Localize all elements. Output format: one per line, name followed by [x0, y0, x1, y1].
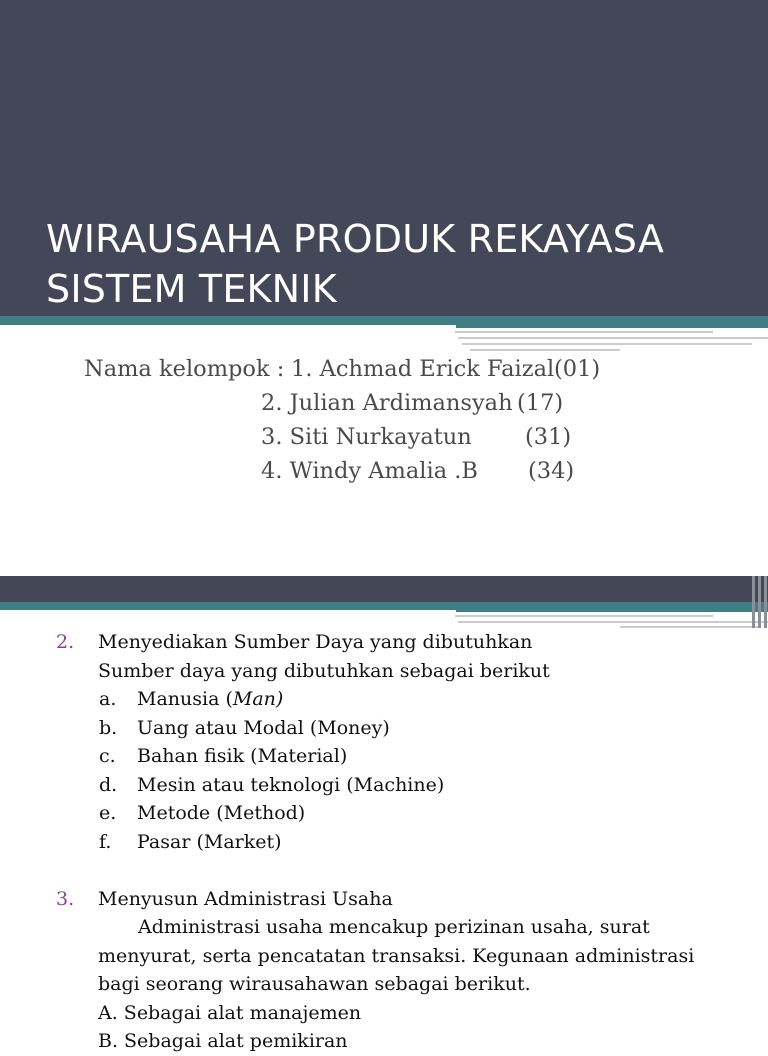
member-number: (01) [554, 356, 601, 382]
decor-teal-band-2 [456, 322, 768, 328]
sub-text: Pasar (Market) [137, 830, 282, 853]
member-name: 1. Achmad Erick Faizal [291, 356, 555, 382]
sub-list-item [0, 828, 768, 857]
sub-text: Bahan fisik (Material) [137, 745, 348, 767]
decor-line [470, 349, 620, 351]
decor-line [458, 337, 768, 339]
paragraph-line [0, 942, 768, 971]
member-number: (17) [517, 390, 564, 416]
sub-text: Metode (Method) [137, 802, 306, 824]
members-label: Nama kelompok : [84, 356, 285, 382]
paragraph-text: menyurat, serta pencatatan transaksi. Kegunaan administrasi [98, 944, 695, 967]
sub-text: Uang atau Modal (Money) [137, 716, 390, 739]
slide-title-line2: SISTEM TEKNIK [46, 267, 337, 311]
sub-list-item [0, 771, 768, 800]
paragraph-line [0, 913, 768, 942]
list-heading: Menyediakan Sumber Daya yang dibutuhkan [98, 631, 533, 653]
member-name: 3. Siti Nurkayatun [261, 424, 472, 450]
list-intro [0, 657, 768, 686]
decor-teal-band-2 [456, 606, 768, 612]
list-item-heading [0, 628, 768, 657]
content-header-band [0, 576, 768, 604]
list-number: 3. [56, 887, 75, 910]
sub-text [137, 685, 283, 714]
point-b: B. Sebagai alat pemikiran [98, 1030, 348, 1052]
decor-edge-bar [758, 576, 761, 628]
paragraph-line [0, 970, 768, 999]
paragraph-text: Administrasi usaha mencakup perizinan usaha, surat [138, 916, 650, 938]
sub-letter: b. [99, 716, 118, 739]
sub-list-item [0, 685, 768, 714]
point-a: A. Sebagai alat manajemen [98, 1001, 362, 1024]
decor-line [462, 343, 752, 345]
sub-text-plain: Manusia ( [137, 688, 233, 710]
list-item-heading [0, 885, 768, 914]
sub-letter: c. [99, 745, 116, 767]
intro-text: Sumber daya yang dibutuhkan sebagai berikut [98, 659, 550, 682]
decor-line [455, 331, 713, 333]
sub-letter: e. [99, 802, 117, 824]
member-name: 2. Julian Ardimansyah [261, 390, 513, 416]
slide-title-line1: WIRAUSAHA PRODUK REKAYASA [46, 217, 665, 261]
decor-edge-bar [764, 576, 767, 628]
sub-text-italic: Man) [232, 688, 284, 710]
sub-list-item [0, 742, 768, 771]
sub-letter: d. [99, 773, 118, 796]
slide-gap [0, 560, 768, 576]
spacer [0, 856, 768, 885]
decor-line [455, 615, 713, 617]
member-number: (31) [525, 424, 572, 450]
decor-edge-bar [752, 576, 755, 628]
sub-letter: f. [99, 830, 112, 853]
sub-list-item [0, 799, 768, 828]
list-number: 2. [56, 631, 75, 653]
slide-body [0, 628, 768, 1056]
sub-list-item [0, 714, 768, 743]
paragraph-text: bagi seorang wirausahawan sebagai berikut. [98, 973, 531, 995]
sub-text: Mesin atau teknologi (Machine) [137, 773, 445, 796]
point-line [0, 1027, 768, 1056]
list-heading: Menyusun Administrasi Usaha [98, 887, 393, 910]
sub-letter: a. [99, 688, 117, 710]
point-line [0, 999, 768, 1028]
member-name: 4. Windy Amalia .B [261, 458, 478, 484]
content-slide [0, 576, 768, 1052]
slide-title [46, 214, 746, 314]
decor-line [458, 621, 768, 623]
member-number: (34) [528, 458, 575, 484]
